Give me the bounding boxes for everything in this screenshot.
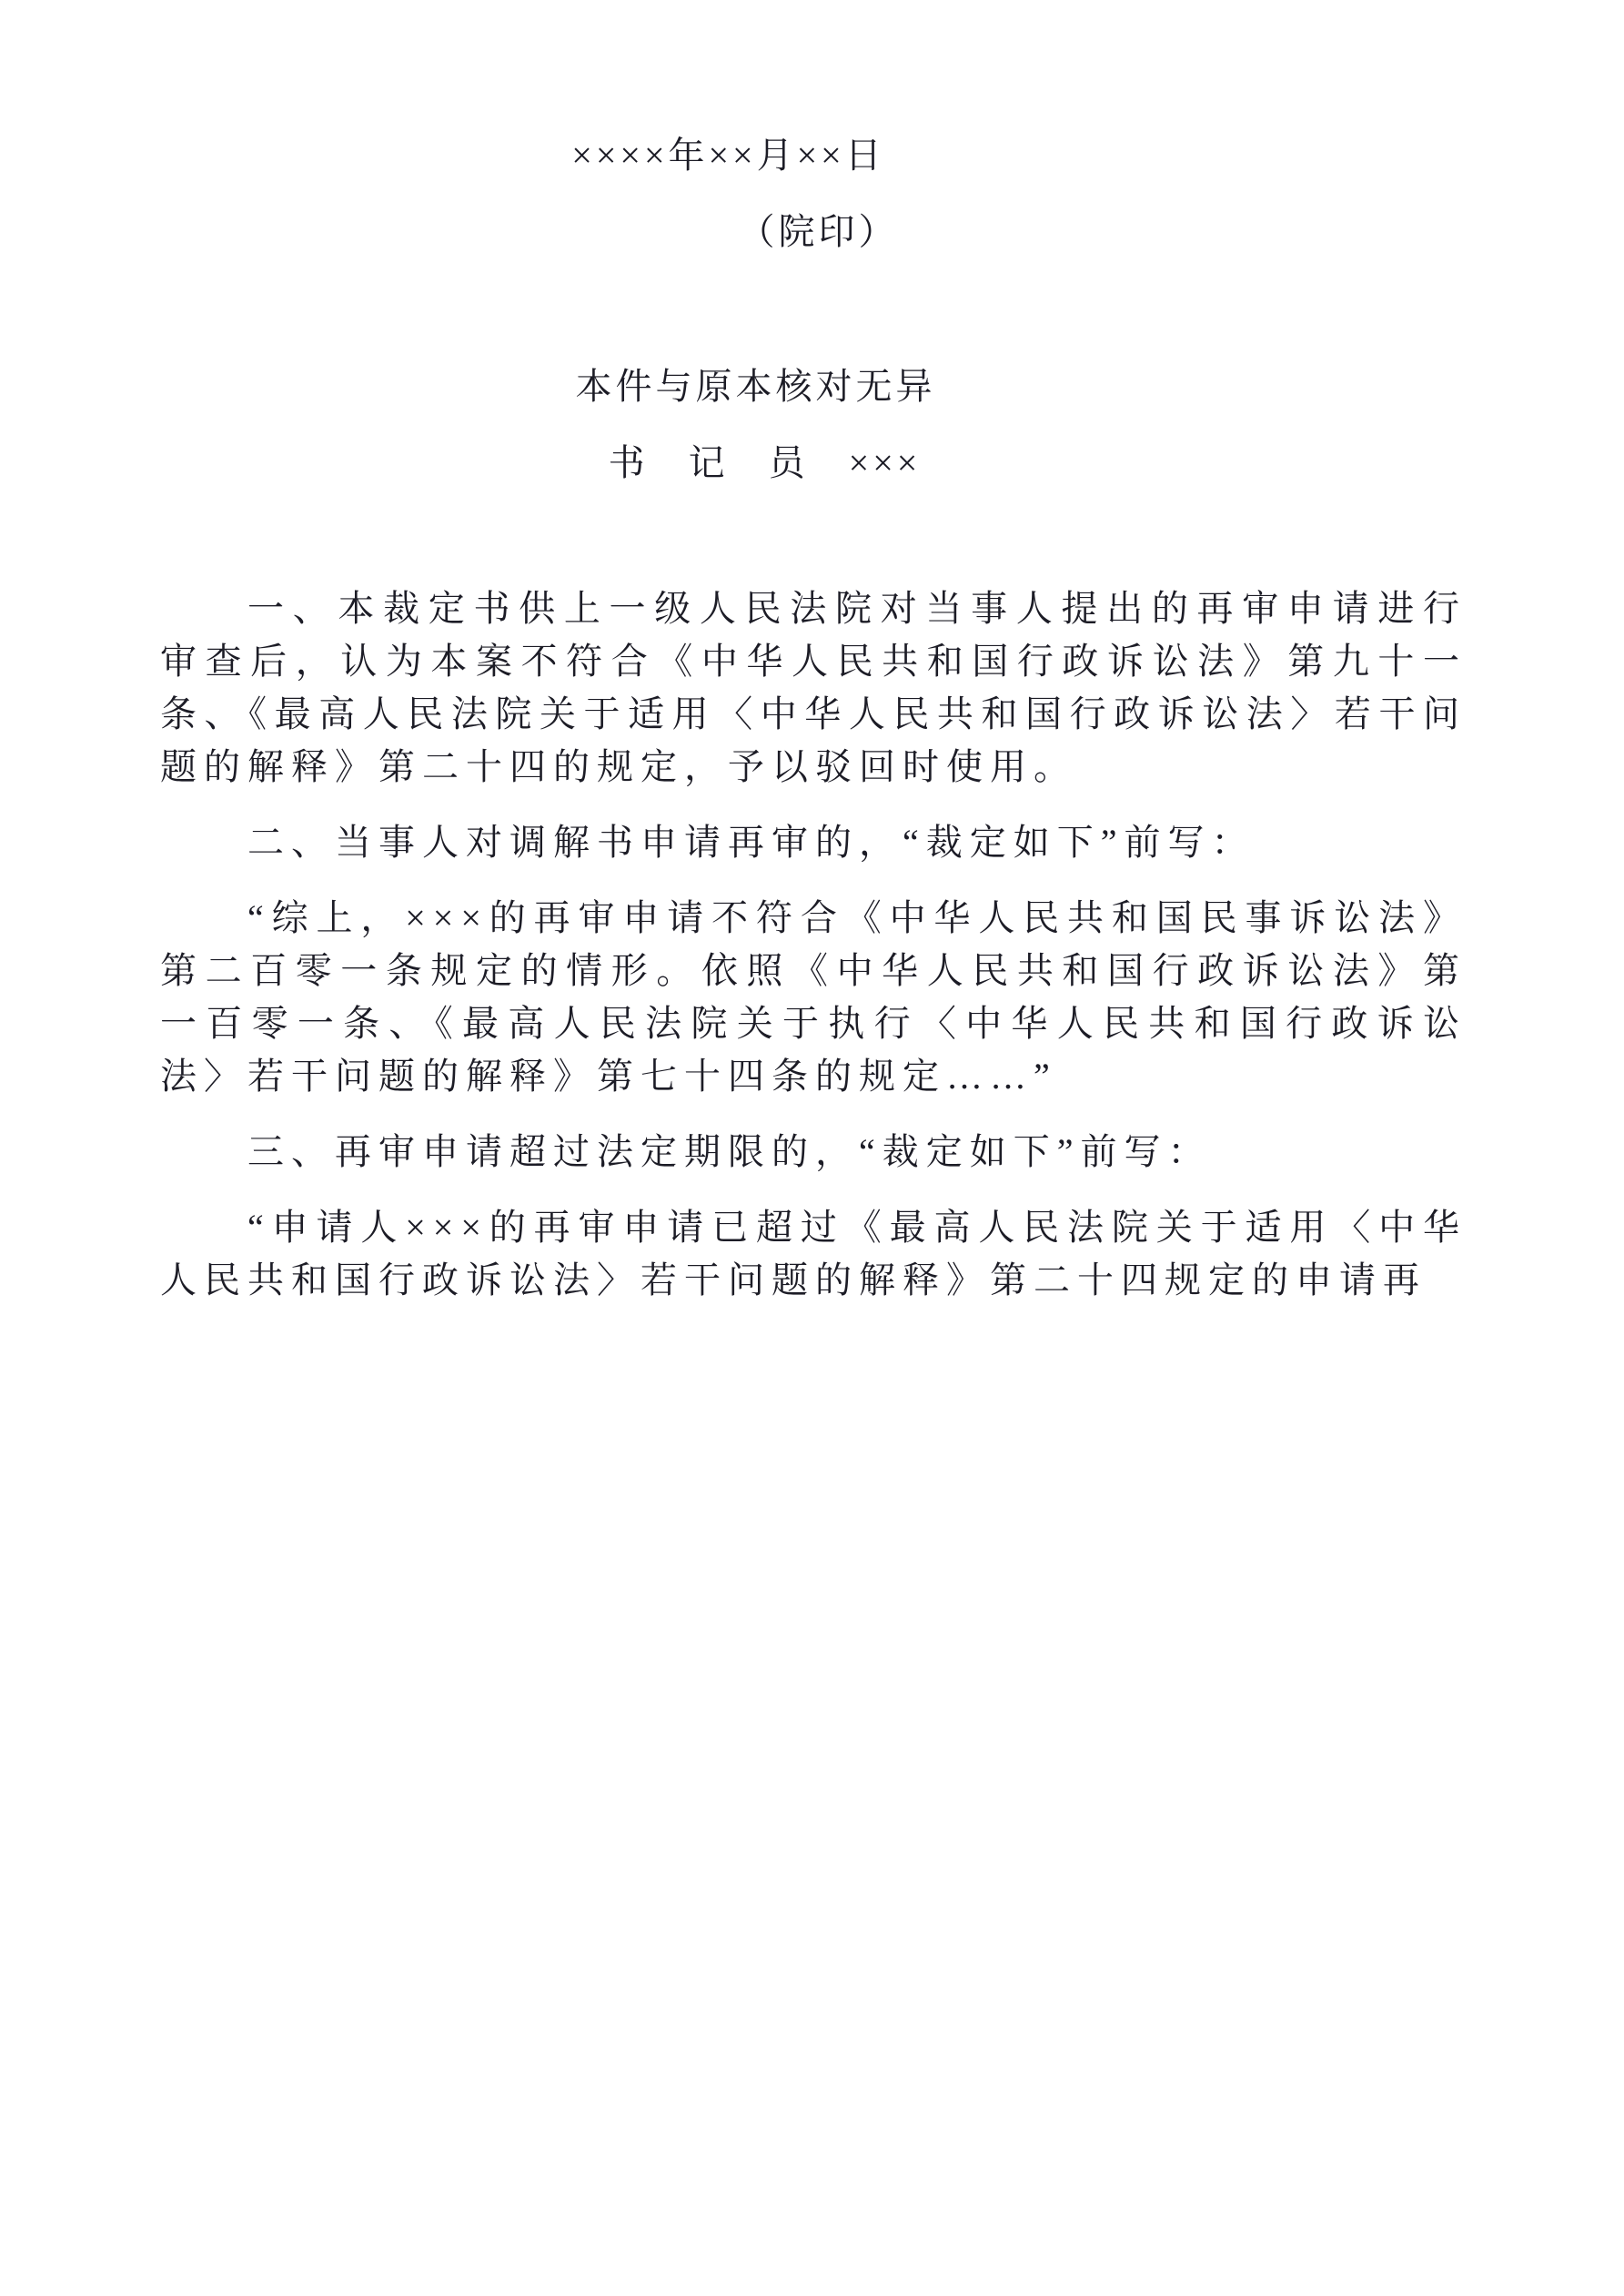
- clerk-signature-line: 书 记 员 ×××: [608, 442, 922, 483]
- body-paragraph-5: “申请人×××的再审申请已超过《最高人民法院关于适用〈中华人民共和国行政诉讼法〉若干问题的解释》第二十四规定的申请再: [160, 1207, 1467, 1300]
- body-paragraph-3: “综上，×××的再审申请不符合《中华人民共和国民事诉讼法》第二百零一条规定的情形。依照《中华人民共和国行政诉讼法》第一百零一条、《最高人民法院关于执行〈中华人民共和国行政诉讼法〉若干问题的解释》第七十四条的规定……”: [160, 897, 1467, 1097]
- body-paragraph-2: 二、当事人对调解书申请再审的，“裁定如下”前写：: [247, 822, 1256, 863]
- body-paragraph-4: 三、再审申请超过法定期限的，“裁定如下”前写：: [247, 1131, 1212, 1172]
- court-seal-placeholder: （院印）: [738, 211, 899, 252]
- body-paragraph-1: 一、本裁定书供上一级人民法院对当事人提出的再审申请进行审查后，认为本案不符合《中华人民共和国行政诉讼法》第九十一条、《最高人民法院关于适用〈中华人民共和国行政诉讼法〉若干问题的解释》第二十四的规定，予以驳回时使用。: [160, 588, 1467, 787]
- document-body: [160, 582, 1467, 1330]
- date-line: ××××年××月××日: [571, 135, 885, 176]
- verification-statement: 本件与原本核对无异: [575, 366, 936, 407]
